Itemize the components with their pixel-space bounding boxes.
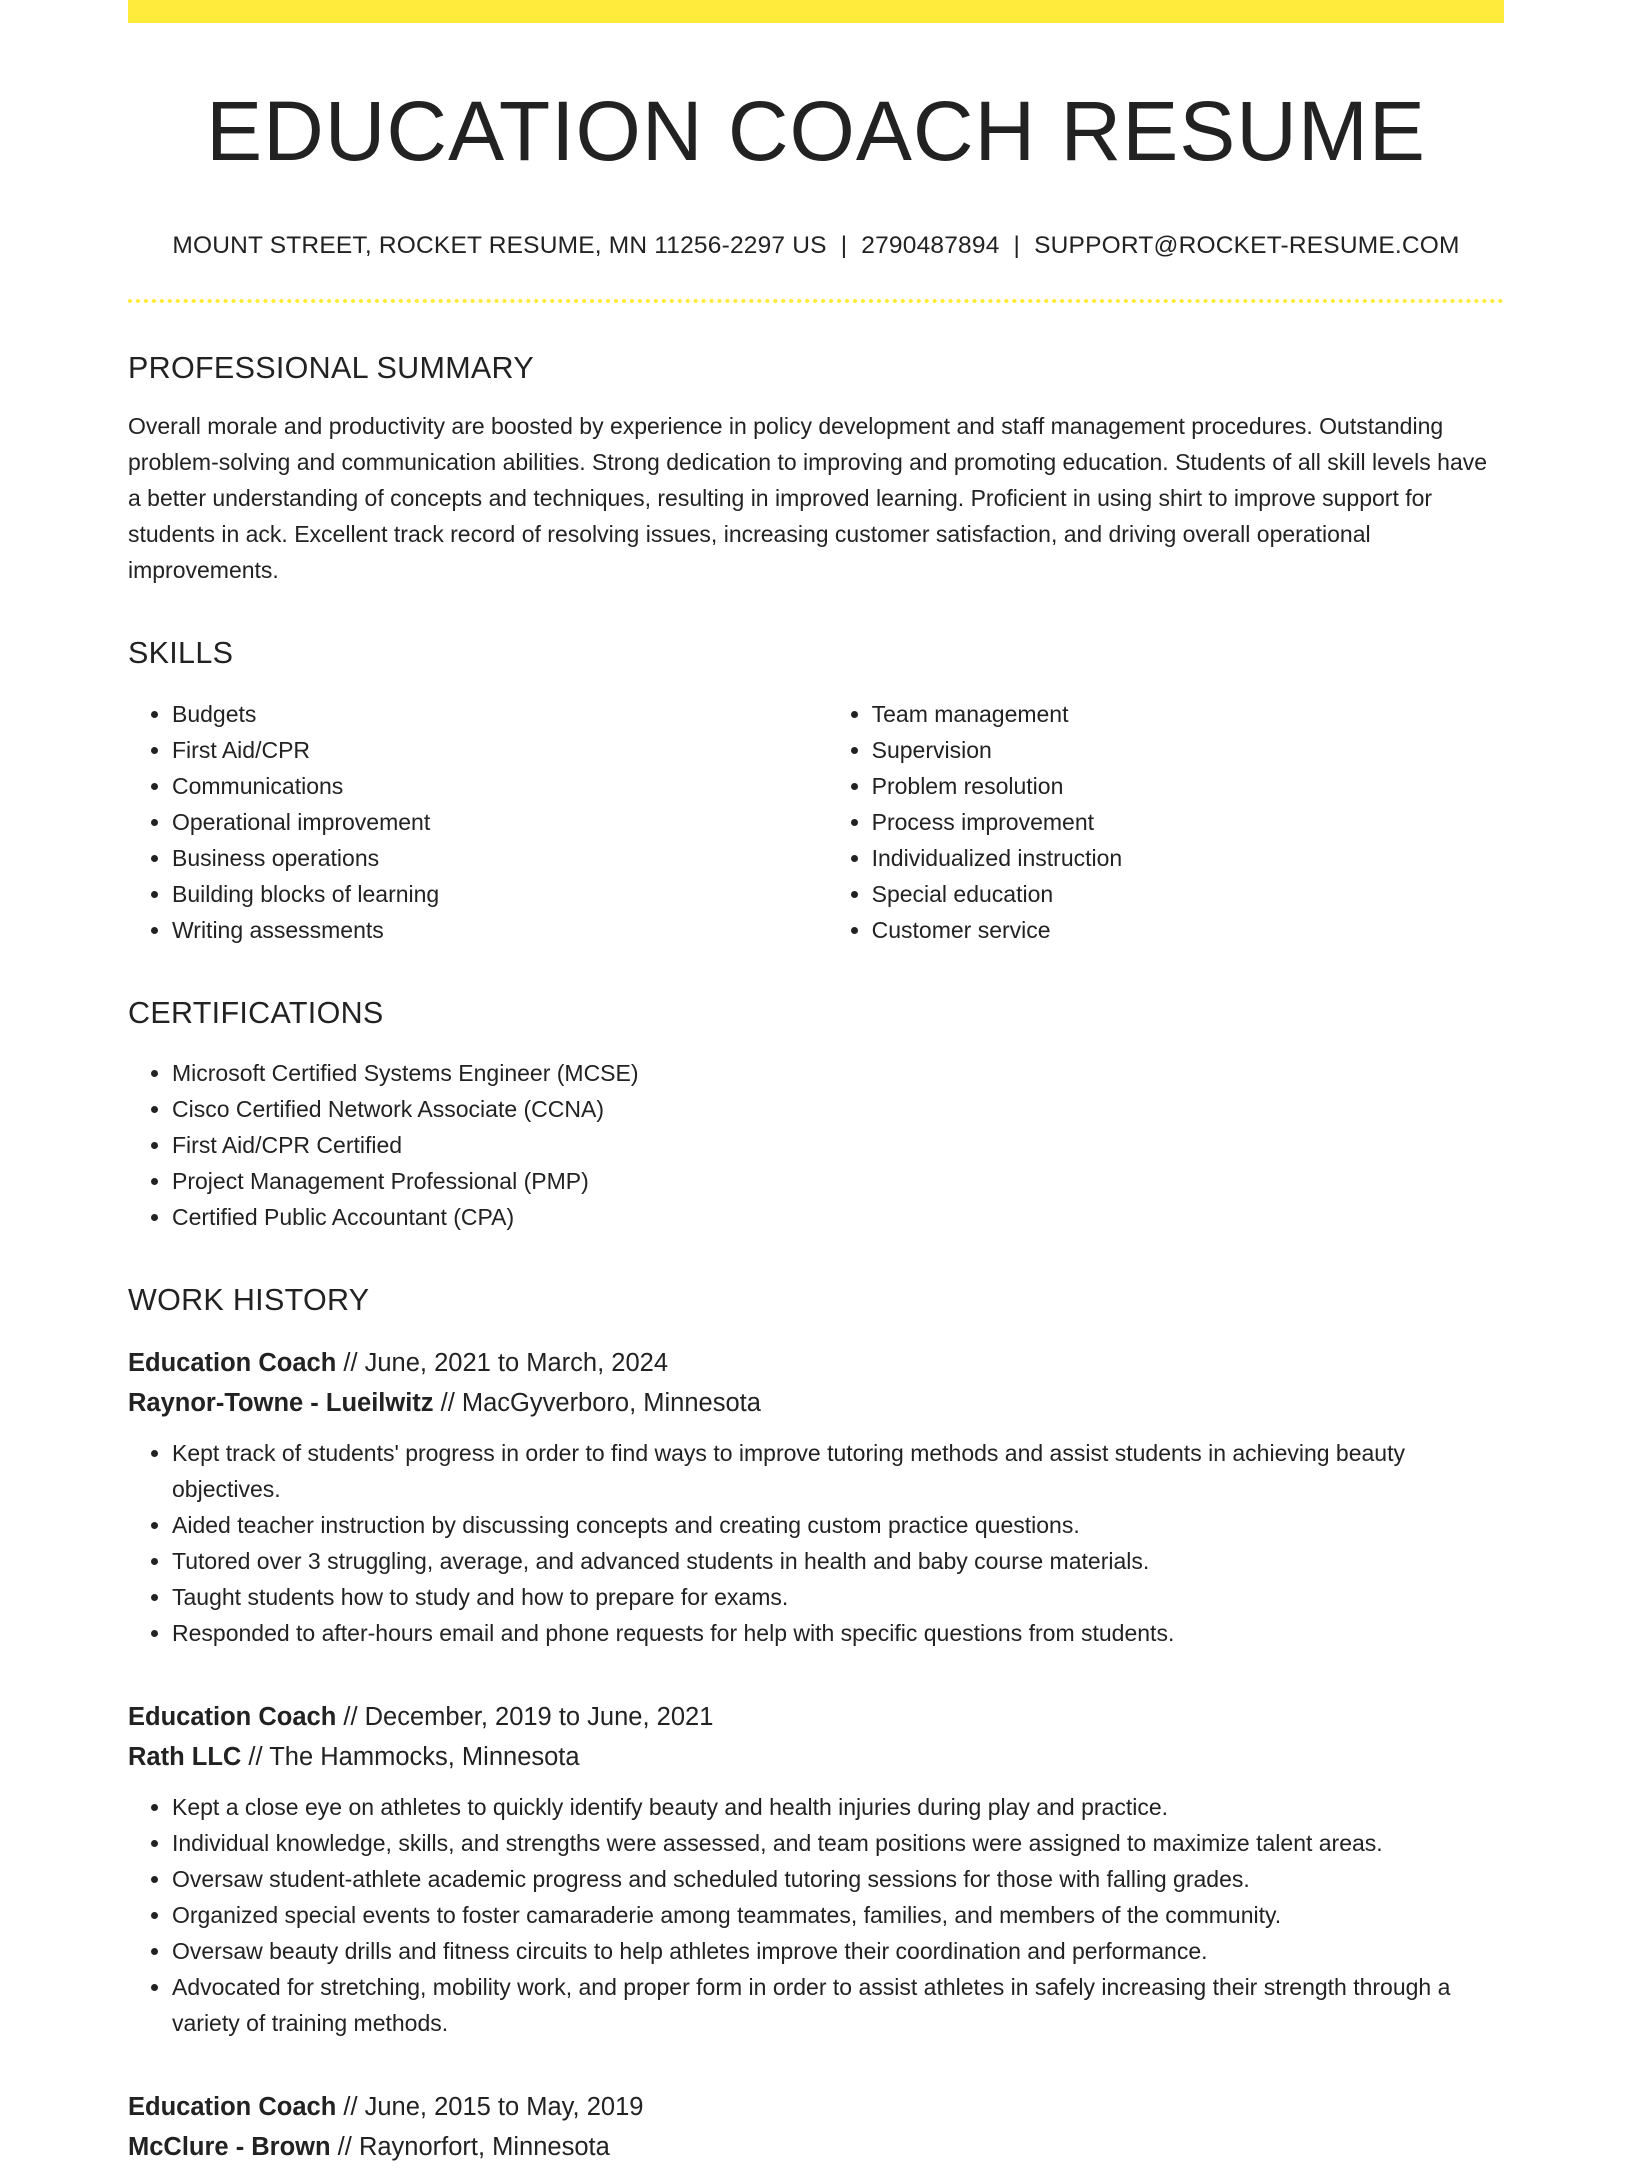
job-role: Education Coach [128,1703,337,1732]
skills-columns [128,696,1504,948]
summary-text: Overall morale and productivity are boosted by experience in policy development and staff management procedures. Outstanding problem-solving and communication abilities. Strong dedication to improving and promoting education. Students of all skill levels have a better understanding of concepts and techniques, resulting in improved learning. Proficient in using shirt to improve support for students in ack. Excellent track record of resolving issues, increasing customer satisfaction, and driving overall operational improvements. [128,413,1488,584]
job-duty-item: • Oversaw student-athlete academic progress and scheduled tutoring sessions for those with falling grades. [172,1861,1504,1897]
certifications-list [128,1055,1504,1235]
job-divider: // [336,1349,365,1378]
job-dates: December, 2019 to June, 2021 [364,1703,714,1732]
job-duties-list [128,1789,1504,2041]
skills-list-right [828,696,1504,948]
job-duty-item: • Oversaw beauty drills and fitness circuits to help athletes improve their coordination and performance. [172,1933,1504,1969]
contact-phone: 2790487894 [861,231,1000,259]
top-accent-bar [128,0,1504,23]
skill-item: • Budgets [172,696,828,732]
skill-item: • Writing assessments [172,912,828,948]
job-title-line [128,2087,1504,2127]
contact-address: MOUNT STREET, ROCKET RESUME, MN 11256-2297 US [172,231,827,259]
contact-separator: | [1013,231,1021,259]
job-duty-item: • Aided teacher instruction by discussing concepts and creating custom practice questions. [172,1507,1504,1543]
job-divider: // [336,2093,365,2122]
job-duty-item: • Tutored over 3 struggling, average, and advanced students in health and baby course materials. [172,1543,1504,1579]
job-duty-item: • Organized special events to foster camaraderie among teammates, families, and members of the community. [172,1897,1504,1933]
skill-item: • Team management [872,696,1504,732]
job-divider: // [241,1743,270,1772]
job-entry [128,1697,1504,2041]
skill-item: • Supervision [872,732,1504,768]
job-location: MacGyverboro, Minnesota [461,1389,761,1418]
job-duty-item: • Kept track of students' progress in order to find ways to improve tutoring methods and assist students in achieving beauty objectives. [172,1435,1504,1507]
contact-separator: | [840,231,848,259]
job-duty-item: • Responded to after-hours email and phone requests for help with specific questions from students. [172,1615,1504,1651]
job-entry [128,1343,1504,1651]
skills-list-left [128,696,828,948]
job-divider: // [330,2133,359,2162]
contact-line [128,230,1504,262]
resume-title: EDUCATION COACH RESUME [206,84,1426,178]
work-history-heading: WORK HISTORY [128,1283,370,1318]
certification-item: • Certified Public Accountant (CPA) [172,1199,1504,1235]
certification-item: • First Aid/CPR Certified [172,1127,1504,1163]
job-company-line [128,2127,1504,2167]
job-location: The Hammocks, Minnesota [269,1743,580,1772]
job-divider: // [336,1703,365,1732]
job-title-line [128,1697,1504,1737]
job-role: Education Coach [128,1349,337,1378]
certification-item: • Project Management Professional (PMP) [172,1163,1504,1199]
job-duty-item: • Taught students how to study and how to prepare for exams. [172,1579,1504,1615]
skill-item: • Customer service [872,912,1504,948]
job-company: Rath LLC [128,1743,242,1772]
work-history-list [128,1343,1504,2167]
job-dates: June, 2015 to May, 2019 [364,2093,644,2122]
job-duty-item: • Advocated for stretching, mobility work, and proper form in order to assist athletes in safely increasing their strength through a variety of training methods. [172,1969,1504,2041]
job-dates: June, 2021 to March, 2024 [364,1349,668,1378]
skill-item: • Process improvement [872,804,1504,840]
skill-item: • Operational improvement [172,804,828,840]
job-company-line [128,1737,1504,1777]
job-entry [128,2087,1504,2167]
job-duty-item: • Kept a close eye on athletes to quickly identify beauty and health injuries during play and practice. [172,1789,1504,1825]
skill-item: • Special education [872,876,1504,912]
certification-item: • Microsoft Certified Systems Engineer (MCSE) [172,1055,1504,1091]
job-company: Raynor-Towne - Lueilwitz [128,1389,434,1418]
certification-item: • Cisco Certified Network Associate (CCNA) [172,1091,1504,1127]
job-divider: // [433,1389,462,1418]
contact-email: SUPPORT@ROCKET-RESUME.COM [1034,231,1460,259]
skill-item: • Business operations [172,840,828,876]
skill-item: • Individualized instruction [872,840,1504,876]
skill-item: • Building blocks of learning [172,876,828,912]
job-title-line [128,1343,1504,1383]
job-role: Education Coach [128,2093,337,2122]
summary-heading: PROFESSIONAL SUMMARY [128,350,534,385]
job-duties-list [128,1435,1504,1651]
dotted-divider [128,299,1504,303]
job-company: McClure - Brown [128,2133,331,2162]
job-location: Raynorfort, Minnesota [358,2133,610,2162]
skill-item: • Problem resolution [872,768,1504,804]
job-company-line [128,1383,1504,1423]
resume-page [128,0,1504,2167]
skill-item: • Communications [172,768,828,804]
job-duty-item: • Individual knowledge, skills, and strengths were assessed, and team positions were assigned to maximize talent areas. [172,1825,1504,1861]
certifications-heading: CERTIFICATIONS [128,995,384,1030]
skills-heading: SKILLS [128,636,234,671]
skill-item: • First Aid/CPR [172,732,828,768]
